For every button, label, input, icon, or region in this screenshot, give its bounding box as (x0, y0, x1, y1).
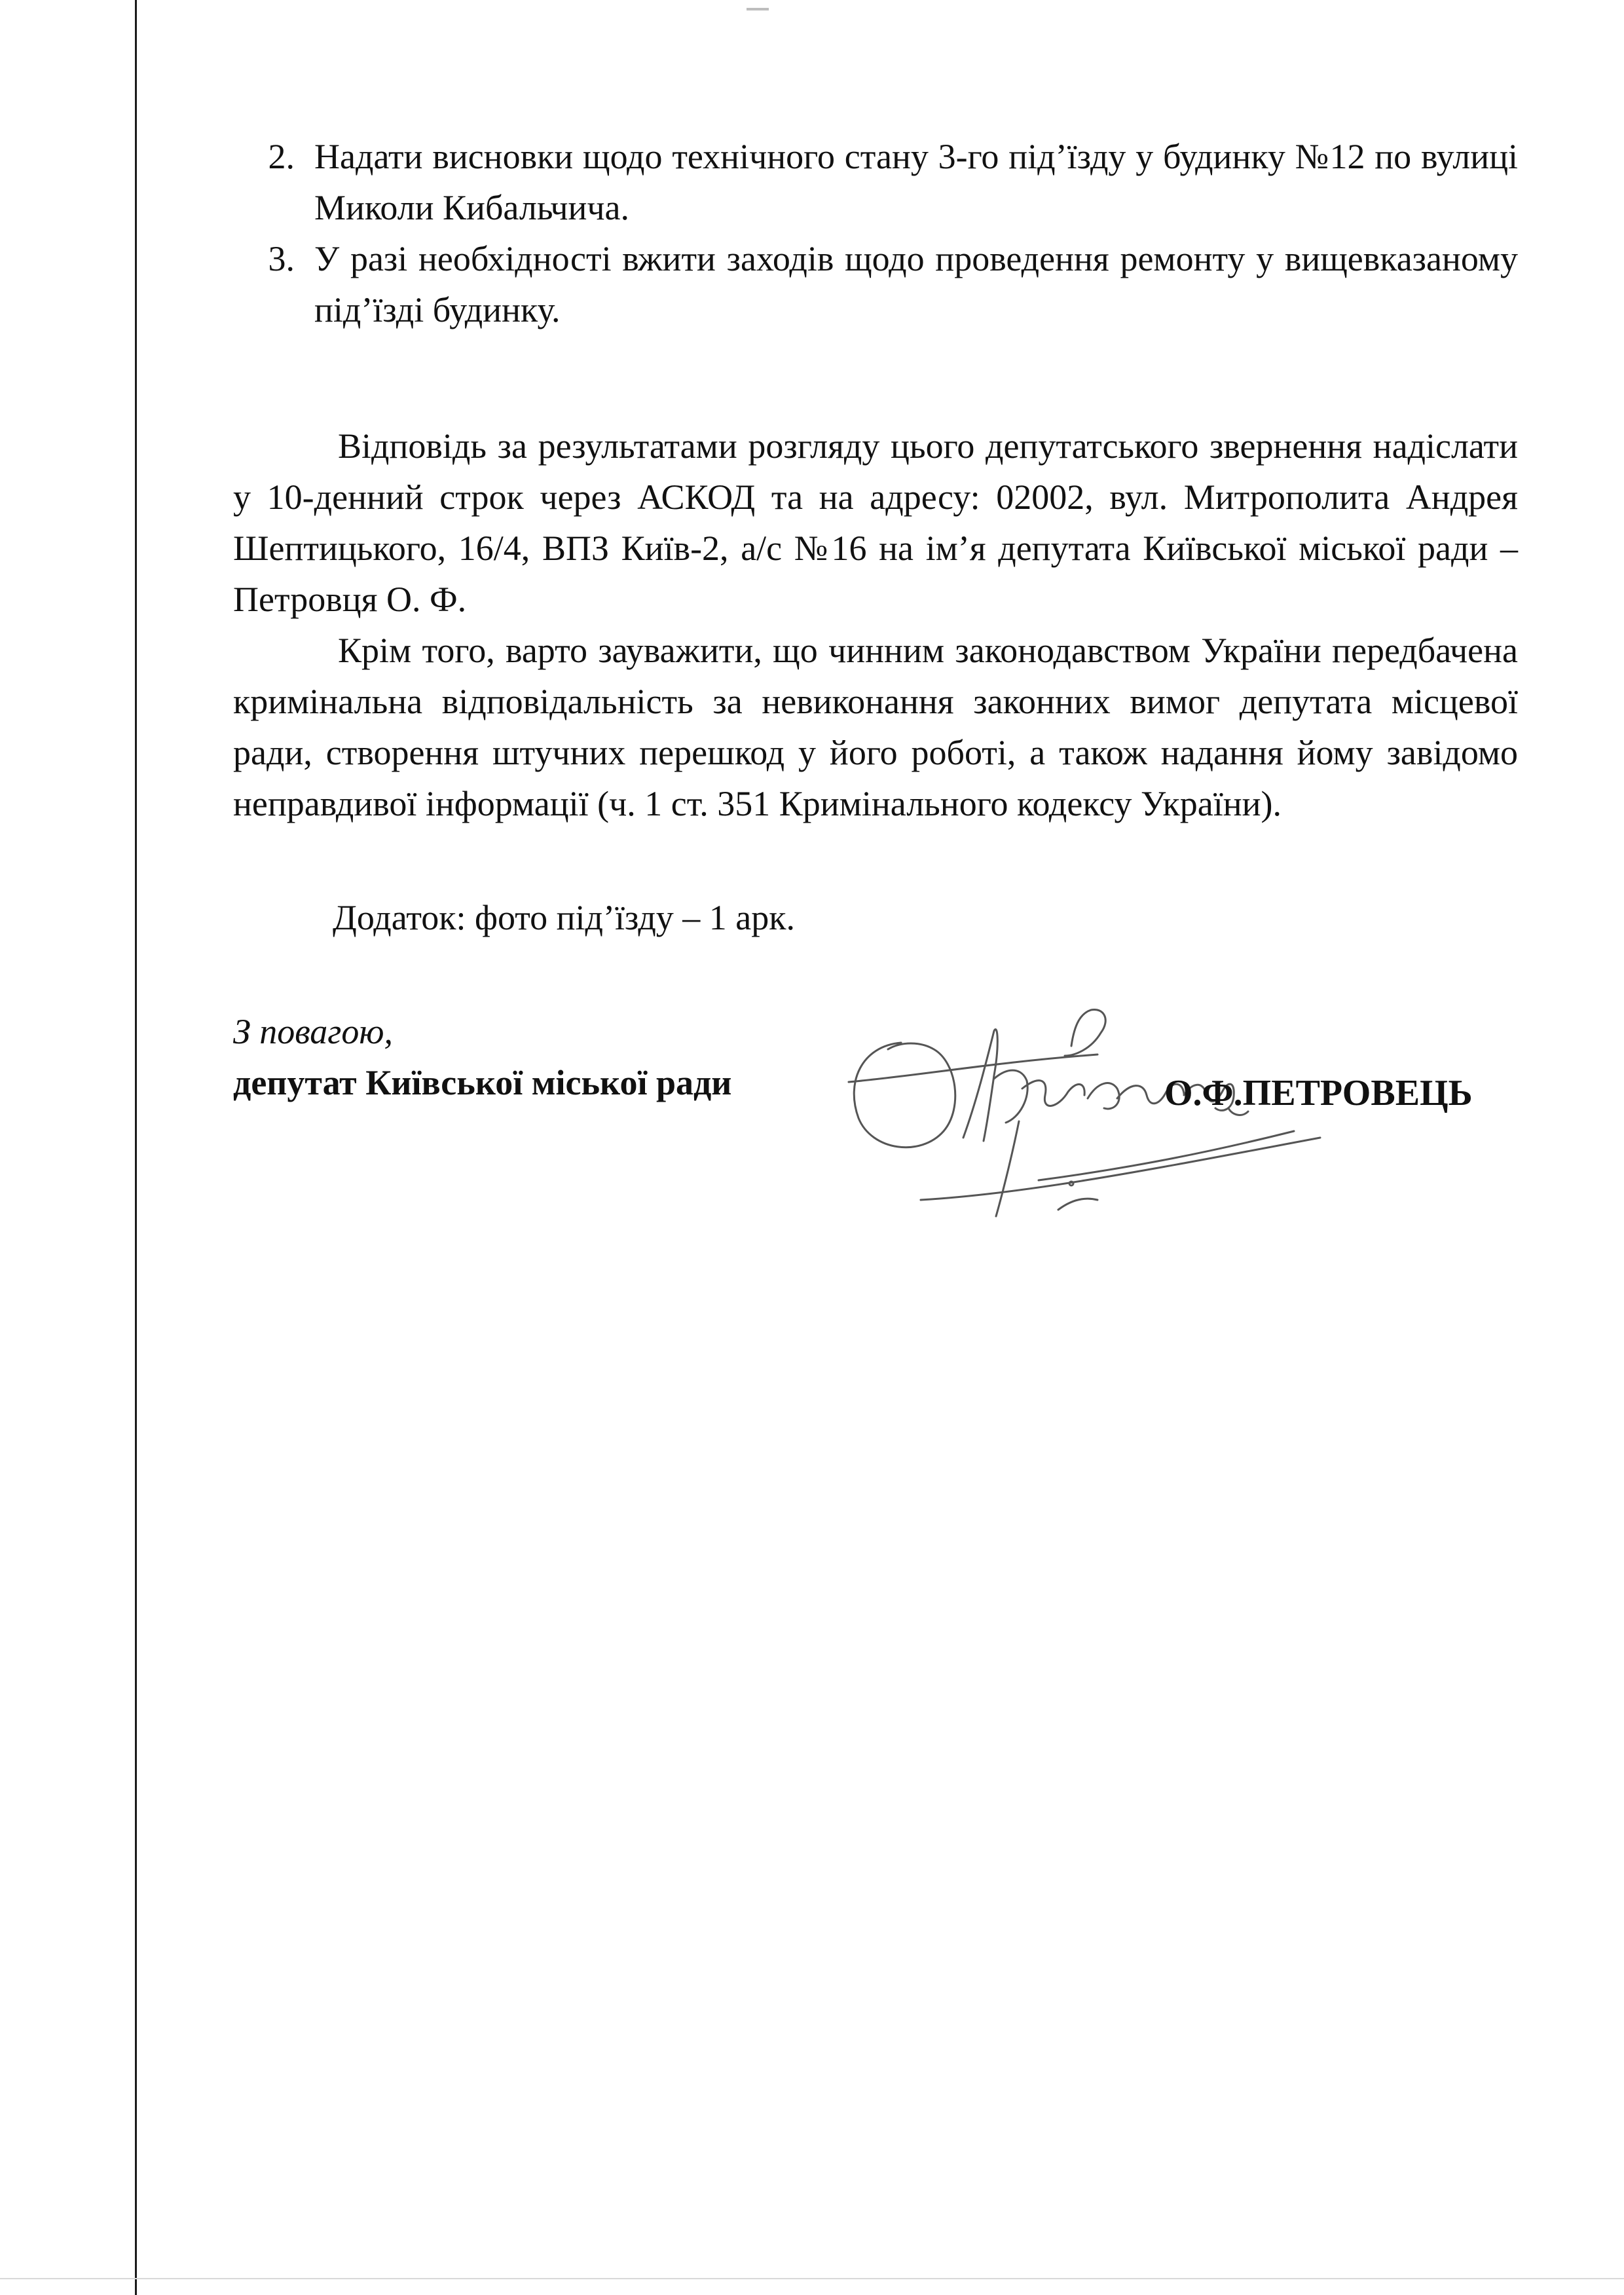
scan-left-edge-line (135, 0, 137, 2295)
spacer (233, 335, 1518, 420)
response-instructions-paragraph: Відповідь за результатами розгляду цього депутатського звернення надіслати у 10-денний строк через АСКОД та на адресу: 02002, вул. Митрополита Андрея Шептицького, 16/4, ВПЗ Київ-2, а/с №16 на ім’я депутата Київської міської ради – Петровця О. Ф. (233, 426, 1518, 619)
list-item-text: У разі необхідності вжити заходів щодо проведення ремонту у вищевказаному під’їзді будинку. (314, 239, 1518, 329)
list-item (233, 131, 1518, 233)
legal-notice-paragraph: Крім того, варто зауважити, що чинним законодавством України передбачена кримінальна відповідальність за невиконання законних вимог депутата місцевої ради, створення штучних перешкод у його роботі, а також надання йому завідомо неправдивої інформації (ч. 1 ст. 351 Кримінального кодексу України). (233, 631, 1518, 823)
document-page (233, 131, 1518, 1222)
list-item-number: 3. (268, 239, 295, 278)
signer-position: депутат Київської міської ради (233, 1063, 732, 1102)
list-item (233, 233, 1518, 335)
scan-speck (747, 8, 769, 10)
attachment-note: Додаток: фото під’їзду – 1 арк. (333, 898, 796, 937)
signer-name: О.Ф.ПЕТРОВЕЦЬ (1164, 1073, 1473, 1113)
signature-block (233, 1006, 1518, 1222)
closing-greeting: З повагою, (233, 1012, 393, 1051)
list-item-text: Надати висновки щодо технічного стану 3-го під’їзду у будинку №12 по вулиці Миколи Кибальчича. (314, 137, 1518, 227)
spacer (233, 829, 1518, 892)
scan-bottom-edge-line (0, 2278, 1624, 2279)
list-item-number: 2. (268, 137, 295, 176)
